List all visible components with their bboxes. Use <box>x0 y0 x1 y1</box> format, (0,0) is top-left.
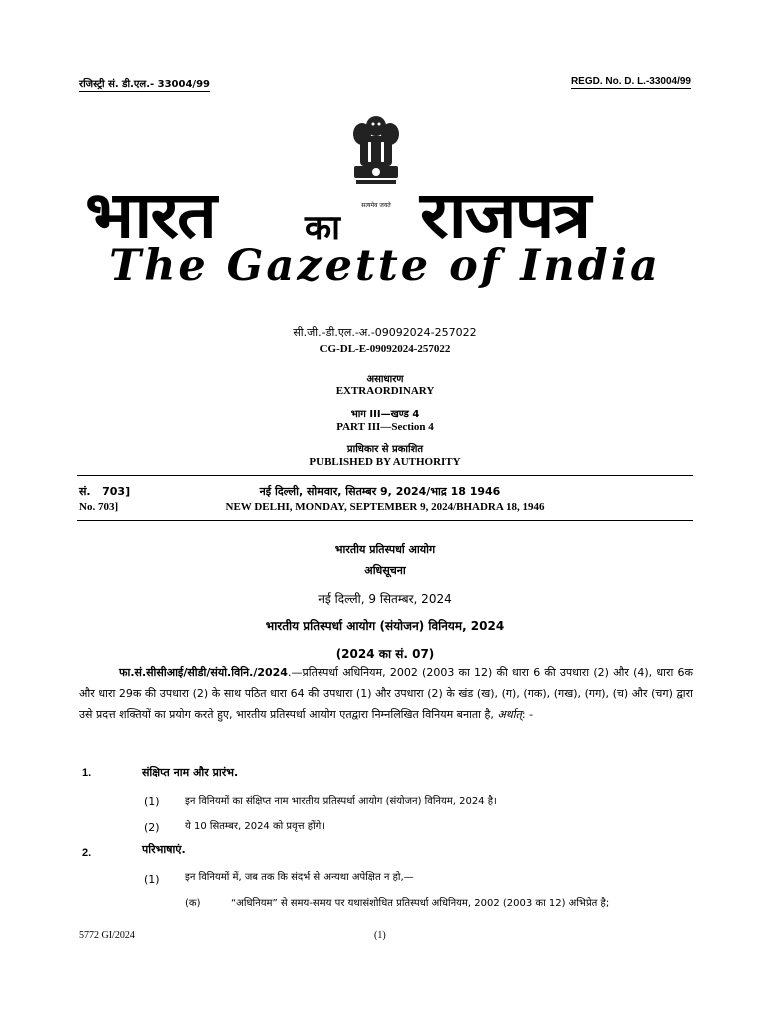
subsection-number: (2) <box>144 821 160 834</box>
subsection-text: इन विनियमों में, जब तक कि संदर्भ से अन्यथा अपेक्षित न हो,— <box>185 872 414 883</box>
page-number: (1) <box>374 930 386 941</box>
regulation-title: भारतीय प्रतिस्पर्धा आयोग (संयोजन) विनियम, 2024 <box>265 619 505 633</box>
subsection-text: इन विनियमों का संक्षिप्त नाम भारतीय प्रतिस्पर्धा आयोग (संयोजन) विनियम, 2024 है। <box>185 796 497 807</box>
subsection-number: (1) <box>144 795 160 808</box>
issue-number-english: No. 703] <box>79 501 119 513</box>
divider-top <box>77 475 693 476</box>
preamble-tail: : - <box>521 708 534 721</box>
subsection-text: ये 10 सितम्बर, 2024 को प्रवृत्त होंगे। <box>185 821 326 832</box>
masthead-hindi-ka: का <box>305 208 340 248</box>
masthead-hindi-rajpatra: राजपत्र <box>420 177 590 253</box>
masthead-hindi-bharat: भारत <box>85 177 215 253</box>
national-emblem-icon <box>340 110 412 210</box>
place-date: नई दिल्ली, 9 सितम्बर, 2024 <box>318 592 452 606</box>
notification-heading: अधिसूचना <box>364 564 406 577</box>
cg-number-hindi: सी.जी.-डी.एल.-अ.-09092024-257022 <box>293 326 477 339</box>
preamble-arthat: अर्थात् <box>497 708 522 721</box>
section-number: 2. <box>82 847 92 859</box>
file-reference: फा.सं.सीसीआई/सीडी/संयो.विनि./2024 <box>119 666 288 679</box>
extraordinary-hindi: असाधारण <box>366 374 404 385</box>
section-title: संक्षिप्त नाम और प्रारंभ. <box>142 766 239 779</box>
published-by-authority-english: PUBLISHED BY AUTHORITY <box>309 456 461 468</box>
published-by-authority-hindi: प्राधिकार से प्रकाशित <box>346 444 424 455</box>
cg-number-english: CG-DL-E-09092024-257022 <box>319 343 451 355</box>
issuing-authority: भारतीय प्रतिस्पर्धा आयोग <box>334 543 436 556</box>
subsection-number: (1) <box>144 873 160 886</box>
clause-number: (क) <box>185 898 201 909</box>
issue-date-english: NEW DELHI, MONDAY, SEPTEMBER 9, 2024/BHADRA 18, 1946 <box>225 501 545 513</box>
preamble-text: .—प्रतिस्पर्धा अधिनियम, 2002 (2003 का 12) की धारा 6 की उपधारा (2) और (4), धारा 6क और धारा 29क की उपधारा (2) के साथ पठित धारा 64 की उपधारा (1) और उपधारा (2) के खंड (ख), (ग), (गक), (गख), (गग), (च) और (चग) द्वारा उसे प्रदत्त शक्तियों का प्रयोग करते हुए, भारतीय प्रतिस्पर्धा आयोग एतद्वारा निम्नलिखित विनियम बनाता है, <box>79 666 693 721</box>
issue-date-hindi: नई दिल्ली, सोमवार, सितम्बर 9, 2024/भाद्र 18 1946 <box>259 485 501 498</box>
clause-text: “अधिनियम” से समय-समय पर यथासंशोधित प्रतिस्पर्धा अधिनियम, 2002 (2003 का 12) अभिप्रेत है; <box>231 898 610 909</box>
extraordinary-english: EXTRAORDINARY <box>335 385 435 397</box>
registration-number-hindi: रजिस्ट्री सं. डी.एल.- 33004/99 <box>79 76 210 92</box>
part-section-english: PART III—Section 4 <box>336 421 434 433</box>
part-section-hindi: भाग III—खण्ड 4 <box>350 409 420 420</box>
emblem-motto: सत्यमेव जयते <box>361 202 391 209</box>
divider-bottom <box>77 520 693 521</box>
preamble-paragraph <box>79 662 693 725</box>
masthead-english: The Gazette of India <box>109 241 661 291</box>
regulation-number: (2024 का सं. 07) <box>335 647 435 661</box>
section-number: 1. <box>82 767 92 779</box>
issue-number-hindi: सं. 703] <box>79 485 131 498</box>
registration-number-english: REGD. No. D. L.-33004/99 <box>570 76 691 87</box>
section-title: परिभाषाएं. <box>142 843 186 856</box>
print-code: 5772 GI/2024 <box>79 930 135 941</box>
